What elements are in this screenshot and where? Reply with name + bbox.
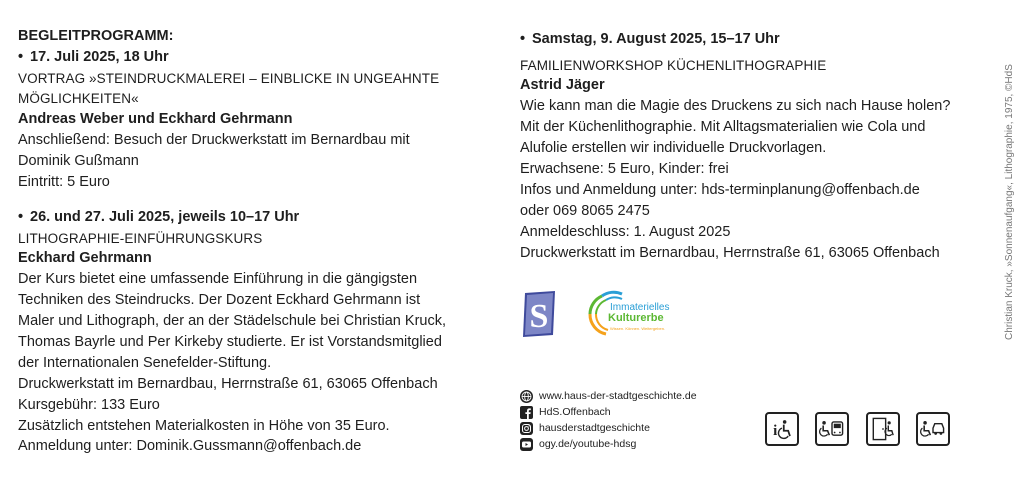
accessible-door-icon xyxy=(866,412,900,446)
svg-text:i: i xyxy=(773,423,778,440)
event2-text-line: Der Kurs bietet eine umfassende Einführung in die gängigsten xyxy=(18,271,418,287)
kulturerbe-logo xyxy=(588,290,672,338)
hds-s-logo xyxy=(521,291,557,337)
event3-phone: oder 069 8065 2475 xyxy=(520,203,650,219)
event1-price: Eintritt: 5 Euro xyxy=(18,174,110,190)
event3-title: FAMILIENWORKSHOP KÜCHENLITHOGRAPHIE xyxy=(520,58,827,73)
event2-text-line: Maler und Lithograph, der an der Städelschule bei Christian Kruck, xyxy=(18,313,446,329)
event3-text-line: Alufolie erstellen wir individuelle Druckvorlagen. xyxy=(520,140,827,156)
event3-text-line: Mit der Küchenlithographie. Mit Alltagsmaterialien wie Cola und xyxy=(520,119,926,135)
program-heading: BEGLEITPROGRAMM: xyxy=(18,28,174,44)
svg-text:S: S xyxy=(529,298,549,335)
kulturerbe-line3: Wissen. Können. Weitergeben. xyxy=(610,326,666,331)
event1-title-line2: MÖGLICHKEITEN« xyxy=(18,91,139,106)
contact-web[interactable] xyxy=(520,389,697,403)
event2-material-costs: Zusätzlich entstehen Materialkosten in Höhe von 35 Euro. xyxy=(18,418,390,434)
event2-text-line: Techniken des Steindrucks. Der Dozent Eckhard Gehrmann ist xyxy=(18,292,421,308)
contact-facebook[interactable] xyxy=(520,405,611,419)
info-accessibility-icon xyxy=(765,412,799,446)
event3-speaker: Astrid Jäger xyxy=(520,77,605,93)
contact-instagram[interactable] xyxy=(520,421,650,435)
event2-text-line: Thomas Bayrle und Per Kirkeby studierte. Er ist Vorstandsmitglied xyxy=(18,334,442,350)
globe-icon xyxy=(520,390,533,403)
kulturerbe-line2: Kulturerbe xyxy=(608,312,664,324)
event3-deadline: Anmeldeschluss: 1. August 2025 xyxy=(520,224,731,240)
event2-speaker: Eckhard Gehrmann xyxy=(18,250,152,266)
wheelchair-car-icon xyxy=(916,412,950,446)
instagram-link[interactable]: hausderstadtgeschichte xyxy=(539,422,650,435)
event1-text-line2: Dominik Gußmann xyxy=(18,153,139,169)
youtube-link[interactable]: ogy.de/youtube-hdsg xyxy=(539,438,637,451)
event2-title: LITHOGRAPHIE-EINFÜHRUNGSKURS xyxy=(18,231,263,246)
event3-price: Erwachsene: 5 Euro, Kinder: frei xyxy=(520,161,729,177)
image-credit-caption: Christian Kruck, »Sonnenaufgang«, Lithographie, 1975, ©HdS xyxy=(1004,64,1015,340)
facebook-icon xyxy=(520,406,533,419)
event2-text-line: der Internationalen Senefelder-Stiftung. xyxy=(18,355,272,371)
event2-location: Druckwerkstatt im Bernardbau, Herrnstraße 61, 63065 Offenbach xyxy=(18,376,438,392)
web-link[interactable]: www.haus-der-stadtgeschichte.de xyxy=(539,390,697,403)
event1-title-line1: VORTRAG »STEINDRUCKMALEREI – EINBLICKE IN UNGEAHNTE xyxy=(18,71,440,86)
kulturerbe-line1: Immaterielles xyxy=(610,302,670,313)
event3-info: Infos und Anmeldung unter: hds-terminplanung@offenbach.de xyxy=(520,182,920,198)
event3-text-line: Wie kann man die Magie des Druckens zu sich nach Hause holen? xyxy=(520,98,951,114)
event3-date: • Samstag, 9. August 2025, 15–17 Uhr xyxy=(520,30,780,49)
instagram-icon xyxy=(520,422,533,435)
event1-text-line1: Anschließend: Besuch der Druckwerkstatt im Bernardbau mit xyxy=(18,132,410,148)
contact-youtube[interactable] xyxy=(520,437,636,451)
facebook-link[interactable]: HdS.Offenbach xyxy=(539,406,611,419)
event2-registration: Anmeldung unter: Dominik.Gussmann@offenbach.de xyxy=(18,438,362,454)
youtube-icon xyxy=(520,438,533,451)
event2-date: • 26. und 27. Juli 2025, jeweils 10–17 Uhr xyxy=(18,208,299,227)
event1-speakers: Andreas Weber und Eckhard Gehrmann xyxy=(18,111,293,127)
wheelchair-bus-icon xyxy=(815,412,849,446)
event2-fee: Kursgebühr: 133 Euro xyxy=(18,397,160,413)
event1-date: • 17. Juli 2025, 18 Uhr xyxy=(18,48,169,67)
event3-location: Druckwerkstatt im Bernardbau, Herrnstraße 61, 63065 Offenbach xyxy=(520,245,940,261)
